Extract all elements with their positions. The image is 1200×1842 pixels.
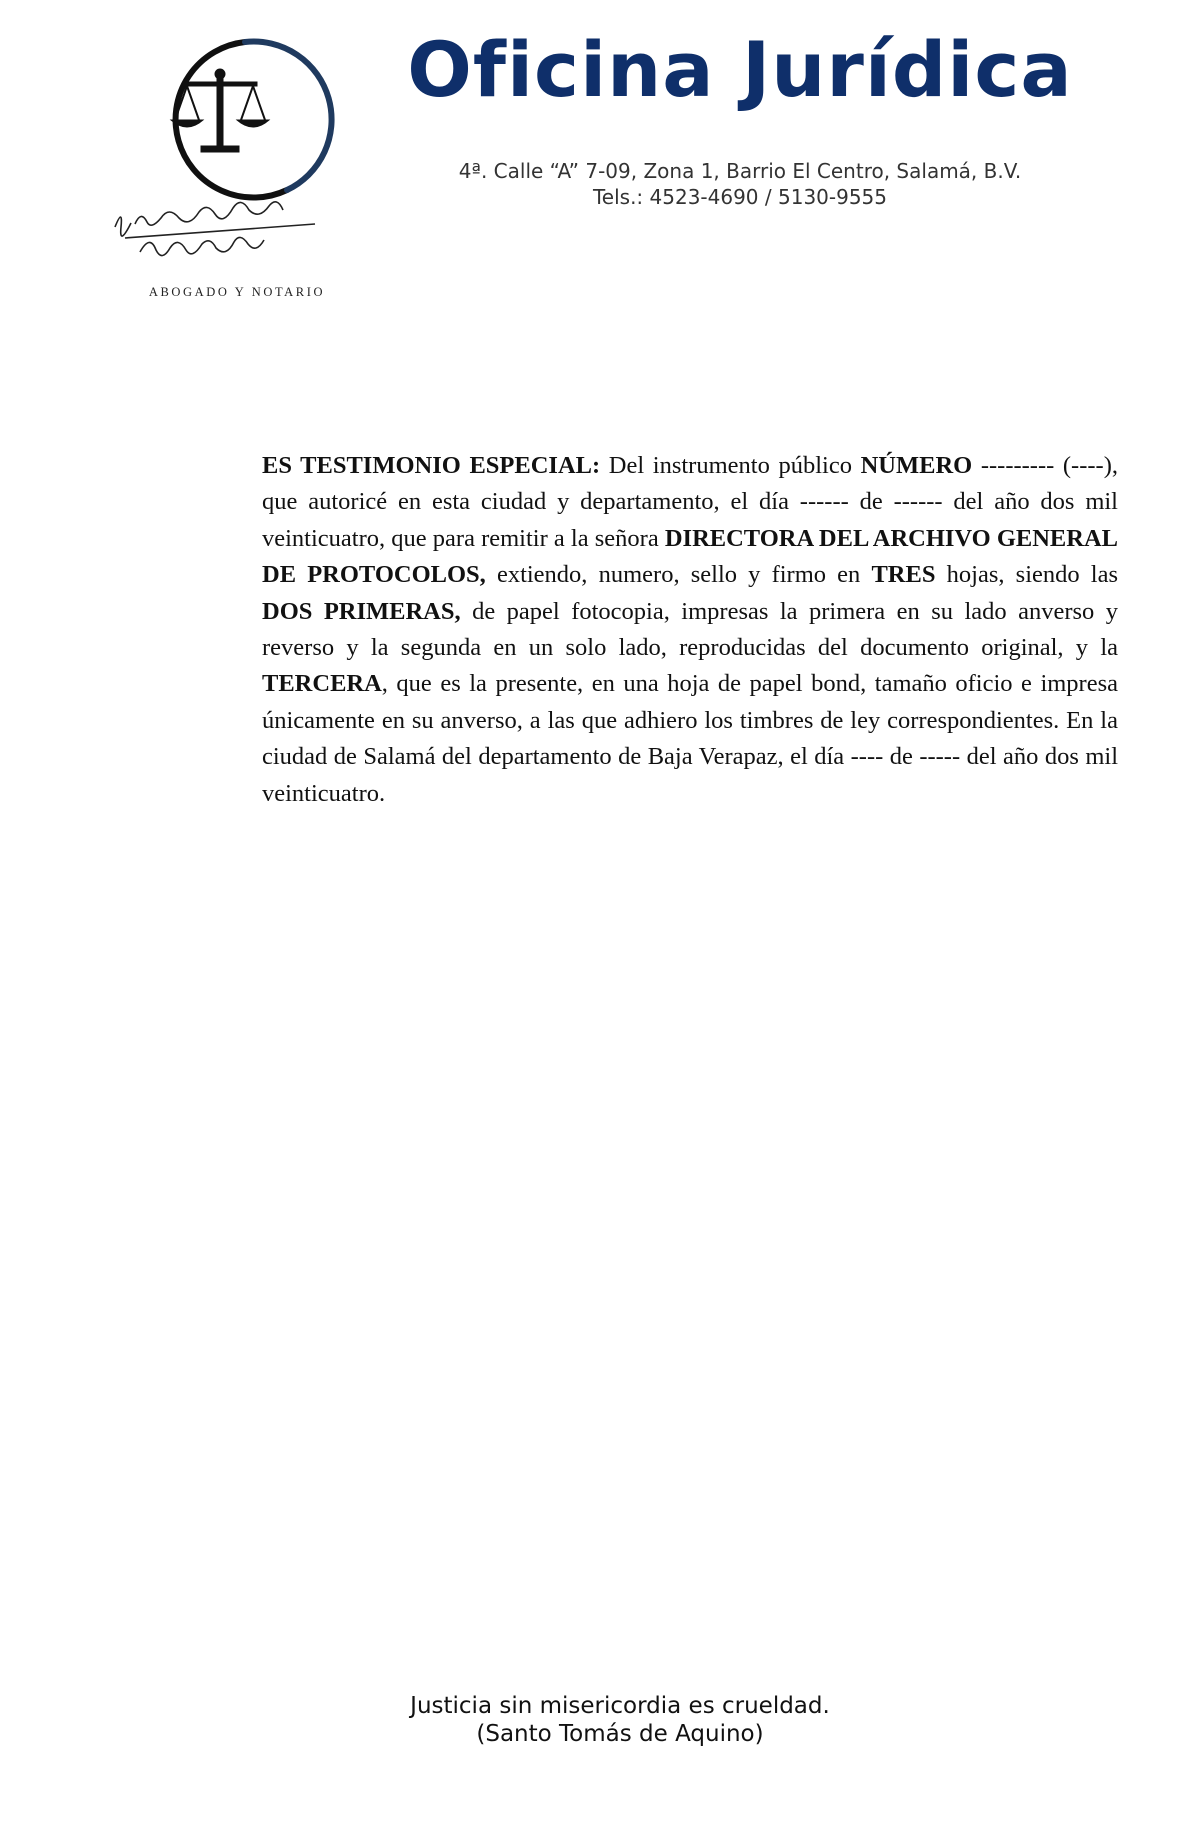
office-address: 4ª. Calle “A” 7-09, Zona 1, Barrio El Centro, Salamá, B.V. — [458, 159, 1022, 183]
text-segment: --------- (----), que autoricé en esta ciudad y departamento, el día ------ de ------ del año dos mil veinticuatro, que para remitir a la señora — [262, 452, 1118, 552]
letterhead — [360, 25, 1120, 114]
quote-text: Justicia sin misericordia es crueldad. — [410, 1693, 830, 1719]
text-segment: Del instrumento público — [600, 452, 861, 479]
quote-author: (Santo Tomás de Aquino) — [476, 1721, 764, 1747]
testimonio-paragraph — [262, 448, 1118, 812]
heading-es-testimonio: ES TESTIMONIO ESPECIAL: — [262, 452, 601, 479]
text-segment: hojas, siendo las — [935, 561, 1119, 589]
text-segment: de papel fotocopia, impresas la primera en su lado anverso y reverso y la segunda en un solo lado, reproducidas del documento original, y la — [262, 597, 1119, 662]
law-office-logo — [65, 12, 375, 312]
footer-quote — [260, 1692, 980, 1748]
office-phones: Tels.: 4523-4690 / 5130-9555 — [592, 185, 888, 209]
bold-directora: DIRECTORA DEL ARCHIVO GENERAL DE PROTOCOLOS, — [262, 524, 1118, 589]
bold-tercera: TERCERA — [262, 670, 382, 698]
signature-mark — [115, 202, 315, 256]
office-contact — [360, 158, 1120, 210]
bold-dos-primeras: DOS PRIMERAS, — [262, 597, 461, 625]
logo-caption: ABOGADO Y NOTARIO — [148, 285, 326, 299]
office-title: Oficina Jurídica — [407, 25, 1073, 114]
bold-numero: NÚMERO — [860, 452, 973, 479]
text-segment: , que es la presente, en una hoja de papel bond, tamaño oficio e impresa únicamente en su anverso, a las que adhiero los timbres de ley correspondientes. En la ciudad de Salamá del departamento de Baja Verapaz, el día ---- de ----- del año dos mil veinticuatro. — [262, 670, 1118, 807]
bold-tres: TRES — [871, 561, 936, 589]
text-segment: extiendo, numero, sello y firmo en — [485, 561, 872, 589]
